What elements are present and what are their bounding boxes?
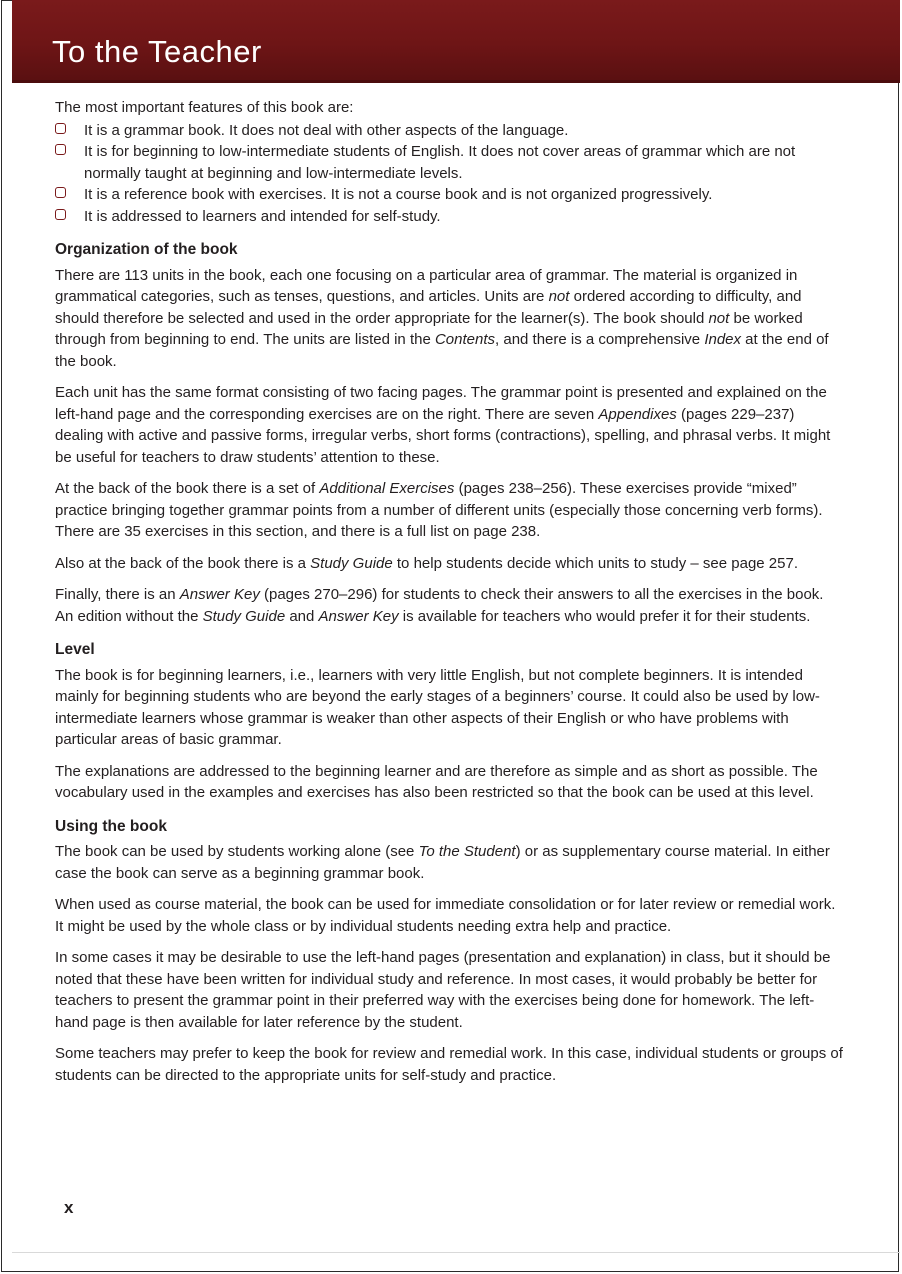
paragraph: The explanations are addressed to the beginning learner and are therefore as simple and as short as possible. The vocabulary used in the examples and exercises has also been restricted so that the book can be used at this level.: [55, 762, 818, 801]
feature-item: [55, 206, 845, 228]
paragraph: The book can be used by students working alone (see To the Student) or as supplementary course material. In either case the book can serve as a beginning grammar book.: [55, 843, 830, 882]
section-heading-organization: Organization of the book: [55, 241, 238, 258]
feature-item: [55, 141, 845, 184]
section-heading-using: Using the book: [55, 817, 167, 835]
square-bullet-icon: [55, 144, 66, 155]
paragraph: In some cases it may be desirable to use the left-hand pages (presentation and explanation) in class, but it should be noted that these have been written for individual study and reference. In most cases, it would probably be better for teachers to present the grammar point in their preferred way with the exercises being done for homework. The left-hand page is then available for later reference by the student.: [55, 949, 831, 1031]
square-bullet-icon: [55, 187, 66, 198]
footer-divider: [12, 1252, 900, 1253]
feature-item: [55, 184, 845, 206]
intro-text: The most important features of this book are:: [55, 99, 354, 116]
feature-list: [55, 120, 845, 228]
page-title: To the Teacher: [52, 34, 262, 69]
feature-text: It is addressed to learners and intended for self-study.: [84, 207, 441, 225]
page-content: [55, 97, 845, 1096]
paragraph: The book is for beginning learners, i.e., learners with very little English, but not complete beginners. It is intended mainly for beginning students who are beyond the early stages of a beginners’ course. It could also be used by low-intermediate learners whose grammar is weaker than other aspects of their English or who have problems with particular areas of basic grammar.: [55, 666, 820, 748]
feature-text: It is for beginning to low-intermediate students of English. It does not cover areas of grammar which are not normally taught at beginning and low-intermediate levels.: [84, 143, 796, 182]
header-band: [12, 0, 900, 83]
paragraph: When used as course material, the book can be used for immediate consolidation or for later review or remedial work. It might be used by the whole class or by individual students needing extra help and practice.: [55, 896, 836, 935]
feature-text: It is a reference book with exercises. It is not a course book and is not organized progressively.: [84, 186, 713, 203]
feature-text: It is a grammar book. It does not deal with other aspects of the language.: [84, 121, 569, 139]
square-bullet-icon: [55, 123, 66, 134]
paragraph: There are 113 units in the book, each one focusing on a particular area of grammar. The material is organized in grammatical categories, such as tenses, questions, and articles. Units are not ordered according to difficulty, and should therefore be selected and used in the order appropriate for the learner(s). The book should not be worked through from beginning to end. The units are listed in the Contents, and there is a comprehensive Index at the end of the book.: [55, 266, 829, 370]
page-number: x: [64, 1198, 74, 1217]
paragraph: Also at the back of the book there is a Study Guide to help students decide which units to study – see page 257.: [55, 554, 798, 572]
paragraph: Some teachers may prefer to keep the book for review and remedial work. In this case, individual students or groups of students can be directed to the appropriate units for self-study and practice.: [55, 1045, 843, 1084]
feature-item: [55, 120, 845, 142]
paragraph: At the back of the book there is a set of Additional Exercises (pages 238–256). These exercises provide “mixed” practice bringing together grammar points from a number of different units (especially those concerning verb forms). There are 35 exercises in this section, and there is a full list on page 238.: [55, 480, 823, 540]
paragraph: Each unit has the same format consisting of two facing pages. The grammar point is presented and explained on the left-hand page and the corresponding exercises are on the right. There are seven Appendixes (pages 229–237) dealing with active and passive forms, irregular verbs, short forms (contractions), spelling, and phrasal verbs. It might be useful for teachers to draw students’ attention to these.: [55, 384, 831, 466]
paragraph: Finally, there is an Answer Key (pages 270–296) for students to check their answers to all the exercises in the book. An edition without the Study Guide and Answer Key is available for teachers who would prefer it for their students.: [55, 586, 824, 625]
square-bullet-icon: [55, 209, 66, 220]
section-heading-level: Level: [55, 641, 95, 658]
